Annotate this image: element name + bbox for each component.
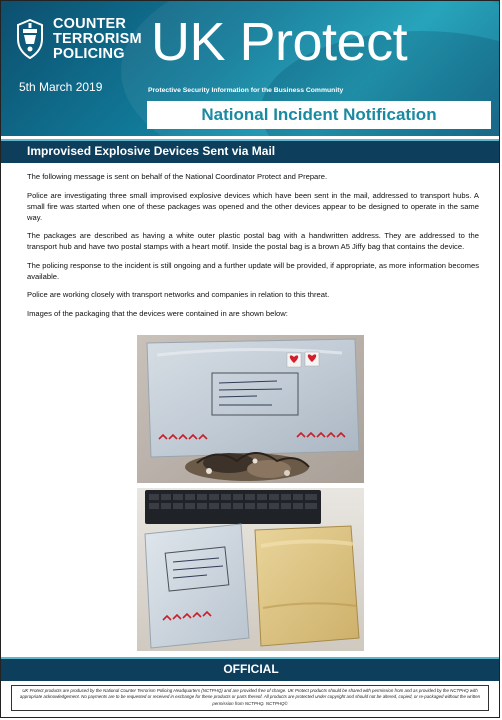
disclaimer-text: UK Protect products are produced by the National Counter Terrorism Policing Headquarters (NCTPHQ) and are provided free of charge. UK Protect products should be shared with permission from and as provided by the NCTPHQ with appropriate acknowledgement. No payments are to be requested or received in exchange for these products or parts thereof. All products are protected under copyright and should not be altered, copied, or re-packaged without the written permission from NCTPHQ. NCTPHQ© <box>11 685 489 711</box>
police-crest-icon <box>15 19 45 59</box>
body-paragraph: Police are working closely with transport networks and companies in relation to this threat. <box>27 290 330 299</box>
body-paragraph: The policing response to the incident is still ongoing and a further update will be provided, if appropriate, as more information becomes available. <box>27 260 479 281</box>
postal-bag-photo <box>137 335 364 483</box>
org-name-line: TERRORISM <box>53 31 142 47</box>
classification-bar: OFFICIAL <box>1 657 500 681</box>
header-banner <box>1 1 500 136</box>
subject-bar <box>1 139 500 163</box>
message-body <box>27 171 479 326</box>
organisation-name <box>53 17 142 62</box>
org-name-line: POLICING <box>53 46 125 62</box>
org-name-line: COUNTER <box>53 16 127 32</box>
subject-heading: Improvised Explosive Devices Sent via Mail <box>27 144 276 158</box>
notification-type: National Incident Notification <box>147 101 491 129</box>
body-paragraph: Police are investigating three small improvised explosive devices which have been sent in the mail, addressed to transport hubs. A small fire was started when one of these packages was opened and the other devices appear to be designed to operate in the same way. <box>27 190 479 222</box>
issue-date: 5th March 2019 <box>19 80 103 94</box>
body-paragraph: The packages are described as having a white outer plastic postal bag with a handwritten address. They are addressed to the transport hub and have two postal stamps with a heart motif. Inside the postal bag is a brown A5 Jiffy bag that contains the device. <box>27 231 479 251</box>
jiffy-bag-photo <box>137 488 364 651</box>
body-paragraph: Images of the packaging that the devices were contained in are shown below: <box>27 308 288 318</box>
publication-title: UK Protect <box>151 12 408 72</box>
publication-tagline: Protective Security Information for the Business Community <box>148 87 344 94</box>
body-paragraph: The following message is sent on behalf of the National Coordinator Protect and Prepare. <box>27 172 328 181</box>
